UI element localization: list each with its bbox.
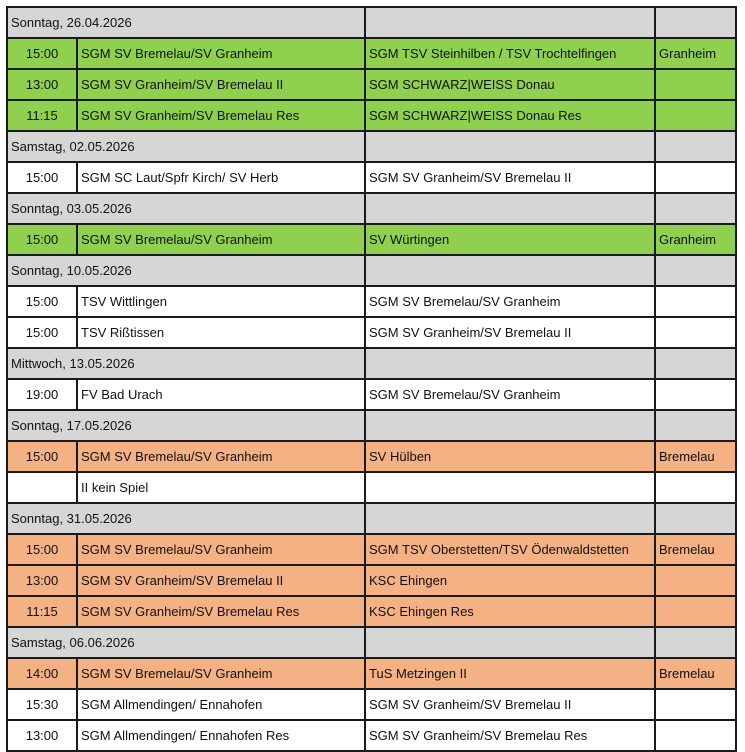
date-row-blank-venue — [655, 410, 736, 441]
date-header-row — [7, 627, 736, 658]
home-team: SGM SV Bremelau/SV Granheim — [77, 441, 365, 472]
date-header-row — [7, 503, 736, 534]
home-team: TSV Wittlingen — [77, 286, 365, 317]
match-time: 15:00 — [7, 317, 77, 348]
date-row-blank-away — [365, 7, 655, 38]
date-row-blank-away — [365, 627, 655, 658]
venue: Granheim — [655, 38, 736, 69]
venue — [655, 317, 736, 348]
date-label: Sonntag, 17.05.2026 — [7, 410, 365, 441]
date-header-row — [7, 131, 736, 162]
home-team: SGM SV Bremelau/SV Granheim — [77, 38, 365, 69]
match-time: 11:15 — [7, 100, 77, 131]
schedule-body — [7, 7, 736, 751]
match-row — [7, 317, 736, 348]
date-row-blank-venue — [655, 255, 736, 286]
venue: Granheim — [655, 224, 736, 255]
venue — [655, 472, 736, 503]
match-time: 15:00 — [7, 441, 77, 472]
away-team: SGM SV Bremelau/SV Granheim — [365, 286, 655, 317]
match-row — [7, 69, 736, 100]
venue — [655, 689, 736, 720]
match-time: 19:00 — [7, 379, 77, 410]
match-time: 15:00 — [7, 162, 77, 193]
date-header-row — [7, 410, 736, 441]
match-schedule-table — [6, 6, 737, 752]
match-time: 13:00 — [7, 720, 77, 751]
venue — [655, 286, 736, 317]
date-row-blank-away — [365, 410, 655, 441]
away-team: SV Würtingen — [365, 224, 655, 255]
match-row — [7, 224, 736, 255]
venue — [655, 720, 736, 751]
away-team — [365, 472, 655, 503]
match-time: 15:00 — [7, 224, 77, 255]
date-row-blank-away — [365, 255, 655, 286]
venue — [655, 100, 736, 131]
match-time: 15:00 — [7, 534, 77, 565]
date-row-blank-venue — [655, 131, 736, 162]
date-label: Sonntag, 03.05.2026 — [7, 193, 365, 224]
home-team: SGM SV Granheim/SV Bremelau Res — [77, 596, 365, 627]
home-team: SGM Allmendingen/ Ennahofen — [77, 689, 365, 720]
match-row — [7, 38, 736, 69]
away-team: TuS Metzingen II — [365, 658, 655, 689]
home-team: SGM Allmendingen/ Ennahofen Res — [77, 720, 365, 751]
date-row-blank-away — [365, 503, 655, 534]
away-team: SGM SV Granheim/SV Bremelau II — [365, 689, 655, 720]
match-time: 15:00 — [7, 38, 77, 69]
match-row — [7, 100, 736, 131]
date-header-row — [7, 255, 736, 286]
date-header-row — [7, 7, 736, 38]
away-team: KSC Ehingen — [365, 565, 655, 596]
home-team: SGM SV Bremelau/SV Granheim — [77, 658, 365, 689]
date-label: Sonntag, 26.04.2026 — [7, 7, 365, 38]
home-team: TSV Rißtissen — [77, 317, 365, 348]
venue: Bremelau — [655, 441, 736, 472]
match-row — [7, 441, 736, 472]
away-team: SGM SV Granheim/SV Bremelau Res — [365, 720, 655, 751]
date-label: Samstag, 02.05.2026 — [7, 131, 365, 162]
match-row — [7, 565, 736, 596]
away-team: SGM TSV Oberstetten/TSV Ödenwaldstetten — [365, 534, 655, 565]
away-team: SGM SV Bremelau/SV Granheim — [365, 379, 655, 410]
match-row — [7, 379, 736, 410]
away-team: SGM SCHWARZ|WEISS Donau Res — [365, 100, 655, 131]
venue — [655, 69, 736, 100]
match-row — [7, 472, 736, 503]
match-row — [7, 162, 736, 193]
date-label: Sonntag, 10.05.2026 — [7, 255, 365, 286]
match-time: 14:00 — [7, 658, 77, 689]
away-team: SGM SV Granheim/SV Bremelau II — [365, 317, 655, 348]
match-row — [7, 286, 736, 317]
date-row-blank-venue — [655, 627, 736, 658]
home-team: II kein Spiel — [77, 472, 365, 503]
venue — [655, 565, 736, 596]
match-row — [7, 658, 736, 689]
away-team: KSC Ehingen Res — [365, 596, 655, 627]
match-time: 13:00 — [7, 565, 77, 596]
date-row-blank-venue — [655, 7, 736, 38]
match-time: 15:00 — [7, 286, 77, 317]
date-row-blank-away — [365, 131, 655, 162]
home-team: SGM SV Granheim/SV Bremelau Res — [77, 100, 365, 131]
date-row-blank-away — [365, 348, 655, 379]
date-row-blank-venue — [655, 348, 736, 379]
venue — [655, 379, 736, 410]
venue — [655, 596, 736, 627]
venue — [655, 162, 736, 193]
home-team: FV Bad Urach — [77, 379, 365, 410]
home-team: SGM SC Laut/Spfr Kirch/ SV Herb — [77, 162, 365, 193]
home-team: SGM SV Bremelau/SV Granheim — [77, 534, 365, 565]
venue: Bremelau — [655, 658, 736, 689]
venue: Bremelau — [655, 534, 736, 565]
match-row — [7, 534, 736, 565]
match-row — [7, 689, 736, 720]
match-row — [7, 596, 736, 627]
match-row — [7, 720, 736, 751]
date-header-row — [7, 193, 736, 224]
match-time: 11:15 — [7, 596, 77, 627]
match-time — [7, 472, 77, 503]
home-team: SGM SV Bremelau/SV Granheim — [77, 224, 365, 255]
date-row-blank-away — [365, 193, 655, 224]
home-team: SGM SV Granheim/SV Bremelau II — [77, 69, 365, 100]
away-team: SGM SV Granheim/SV Bremelau II — [365, 162, 655, 193]
date-header-row — [7, 348, 736, 379]
date-label: Samstag, 06.06.2026 — [7, 627, 365, 658]
match-time: 15:30 — [7, 689, 77, 720]
away-team: SV Hülben — [365, 441, 655, 472]
date-row-blank-venue — [655, 503, 736, 534]
date-label: Sonntag, 31.05.2026 — [7, 503, 365, 534]
date-label: Mittwoch, 13.05.2026 — [7, 348, 365, 379]
away-team: SGM SCHWARZ|WEISS Donau — [365, 69, 655, 100]
match-time: 13:00 — [7, 69, 77, 100]
home-team: SGM SV Granheim/SV Bremelau II — [77, 565, 365, 596]
date-row-blank-venue — [655, 193, 736, 224]
away-team: SGM TSV Steinhilben / TSV Trochtelfingen — [365, 38, 655, 69]
